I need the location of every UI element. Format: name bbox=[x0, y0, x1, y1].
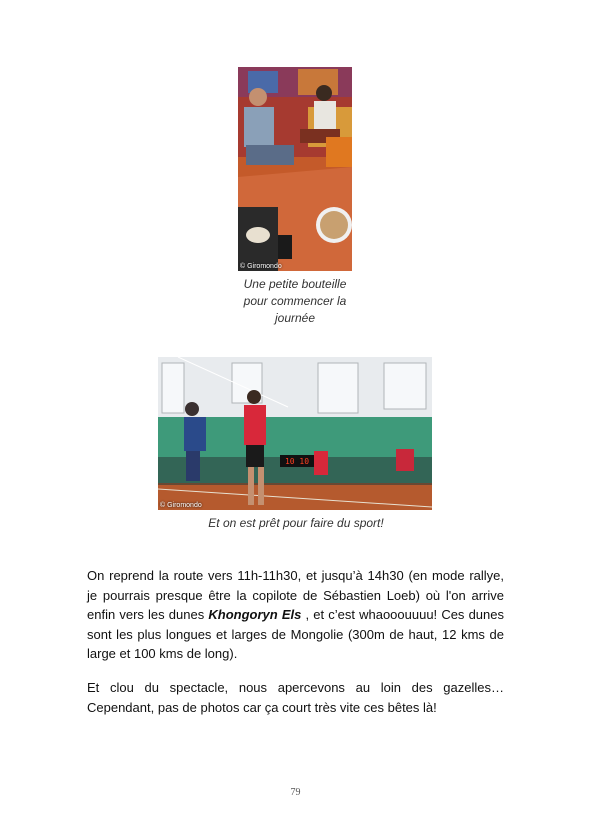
photo-volleyball-gym bbox=[158, 357, 432, 510]
photo-men-drinking bbox=[238, 67, 352, 271]
scoreboard-display: 10 10 bbox=[284, 457, 310, 466]
paragraph-text: On reprend la route vers 11h-11h30, et jusqu’à 14h30 (en mode rallye, je pourrais presque être la copilote de Sébastien Loeb) où l'on arrive enfin vers les dunes bbox=[87, 568, 504, 622]
photo-caption: Et on est prêt pour faire du sport! bbox=[208, 516, 384, 530]
body-paragraph: Et clou du spectacle, nous apercevons au loin des gazelles… Cependant, pas de photos car ça court très vite ces bêtes là! bbox=[87, 680, 504, 715]
photo-credit: © Giromondo bbox=[160, 502, 202, 509]
photo-credit: © Giromondo bbox=[240, 263, 282, 270]
emphasized-place-name: Khongoryn Els bbox=[208, 607, 302, 622]
body-paragraph bbox=[87, 566, 504, 664]
photo-men-drinking-image bbox=[238, 67, 352, 271]
paragraph-text: , et c’est whaooouuuu! Ces dunes sont les plus longues et larges de Mongolie (300m de haut, 12 kms de large et 100 kms de long). bbox=[87, 607, 504, 661]
photo-caption bbox=[220, 276, 370, 327]
caption-line: journée bbox=[274, 311, 316, 325]
caption-line: Une petite bouteille bbox=[243, 277, 347, 291]
page-number: 79 bbox=[290, 787, 301, 798]
caption-line: pour commencer la bbox=[243, 294, 347, 308]
photo-volleyball-gym-image bbox=[158, 357, 432, 510]
